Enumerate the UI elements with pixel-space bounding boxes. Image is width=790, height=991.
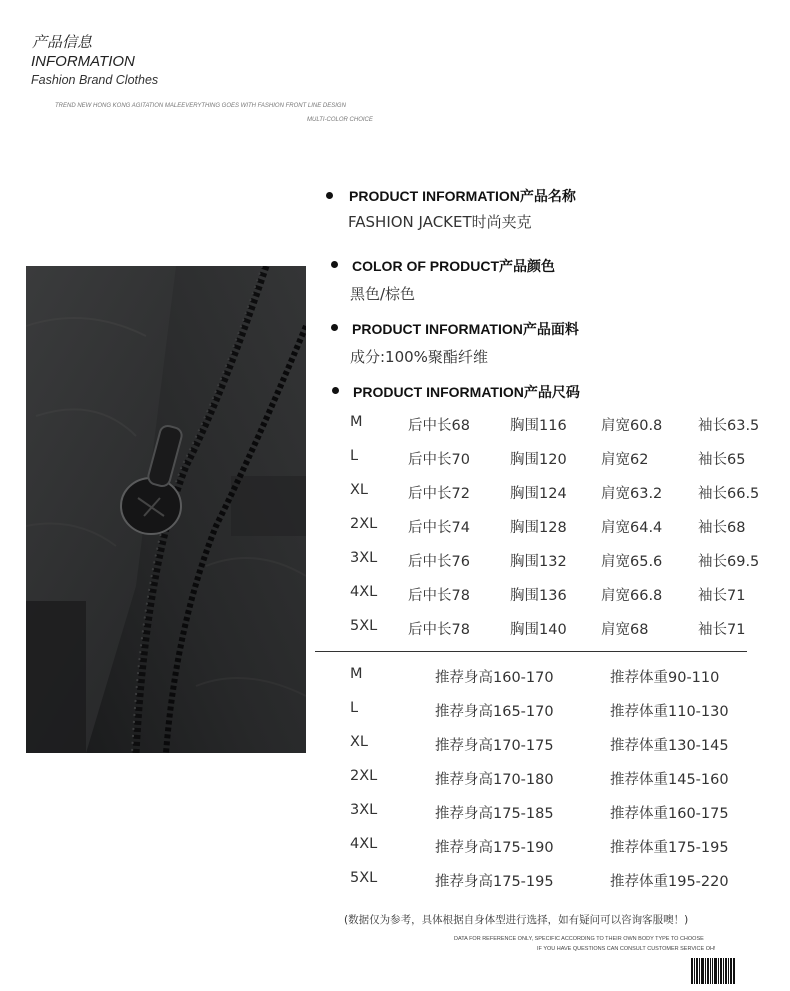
section-title-size: PRODUCT INFORMATION产品尺码 <box>353 384 580 400</box>
sleeve: 袖长71 <box>698 588 746 604</box>
sleeve: 袖长66.5 <box>698 486 760 502</box>
size-label: 2XL <box>350 768 378 784</box>
recommended-weight: 推荐体重145-160 <box>610 772 729 788</box>
shoulder: 肩宽65.6 <box>601 554 663 570</box>
shoulder: 肩宽63.2 <box>601 486 663 502</box>
shoulder: 肩宽68 <box>601 622 649 638</box>
sleeve: 袖长68 <box>698 520 746 536</box>
recommended-weight: 推荐体重160-175 <box>610 806 729 822</box>
header-tagline-1: TREND NEW HONG KONG AGITATION MALEEVERYTHING GOES WITH FASHION FRONT LINE DESIGN <box>55 103 346 109</box>
back-length: 后中长72 <box>408 486 470 502</box>
recommended-weight: 推荐体重110-130 <box>610 704 729 720</box>
size-label: 3XL <box>350 550 378 566</box>
recommended-weight: 推荐体重195-220 <box>610 874 729 890</box>
chest: 胸围140 <box>510 622 567 638</box>
size-label: 3XL <box>350 802 378 818</box>
sleeve: 袖长71 <box>698 622 746 638</box>
chest: 胸围124 <box>510 486 567 502</box>
shoulder: 肩宽66.8 <box>601 588 663 604</box>
size-label: 4XL <box>350 584 378 600</box>
size-label: L <box>350 700 359 716</box>
barcode-icon <box>691 958 735 984</box>
back-length: 后中长70 <box>408 452 470 468</box>
header-title-cn: 产品信息 <box>32 33 93 51</box>
recommended-height: 推荐身高170-180 <box>435 772 554 788</box>
sleeve: 袖长65 <box>698 452 746 468</box>
size-label: 5XL <box>350 618 378 634</box>
footer-fine-1: DATA FOR REFERENCE ONLY, SPECIFIC ACCORDING TO THEIR OWN BODY TYPE TO CHOOSE <box>454 936 704 942</box>
recommended-weight: 推荐体重175-195 <box>610 840 729 856</box>
header-subtitle: Fashion Brand Clothes <box>31 73 159 87</box>
bullet-icon <box>331 261 338 268</box>
size-label: XL <box>350 734 369 750</box>
divider <box>315 651 747 652</box>
size-label: L <box>350 448 359 464</box>
bullet-icon <box>326 192 333 199</box>
sleeve: 袖长63.5 <box>698 418 760 434</box>
header-tagline-2: MULTI-COLOR CHOICE <box>307 117 373 123</box>
chest: 胸围120 <box>510 452 567 468</box>
sleeve: 袖长69.5 <box>698 554 760 570</box>
recommended-weight: 推荐体重130-145 <box>610 738 729 754</box>
recommended-height: 推荐身高175-195 <box>435 874 554 890</box>
recommended-weight: 推荐体重90-110 <box>610 670 720 686</box>
size-label: 2XL <box>350 516 378 532</box>
section-value-color: 黑色/棕色 <box>350 285 416 303</box>
recommended-height: 推荐身高160-170 <box>435 670 554 686</box>
chest: 胸围128 <box>510 520 567 536</box>
size-label: XL <box>350 482 369 498</box>
jacket-zipper-photo <box>26 266 306 753</box>
chest: 胸围116 <box>510 418 567 434</box>
back-length: 后中长78 <box>408 622 470 638</box>
size-label: 4XL <box>350 836 378 852</box>
recommended-height: 推荐身高175-185 <box>435 806 554 822</box>
section-value-fabric: 成分:100%聚酯纤维 <box>350 348 488 366</box>
shoulder: 肩宽60.8 <box>601 418 663 434</box>
chest: 胸围136 <box>510 588 567 604</box>
size-label: M <box>350 414 363 430</box>
chest: 胸围132 <box>510 554 567 570</box>
recommended-height: 推荐身高165-170 <box>435 704 554 720</box>
shoulder: 肩宽64.4 <box>601 520 663 536</box>
section-title-fabric: PRODUCT INFORMATION产品面料 <box>352 321 579 337</box>
size-label: 5XL <box>350 870 378 886</box>
shoulder: 肩宽62 <box>601 452 649 468</box>
header-title-en: INFORMATION <box>31 53 135 70</box>
back-length: 后中长74 <box>408 520 470 536</box>
recommended-height: 推荐身高170-175 <box>435 738 554 754</box>
size-label: M <box>350 666 363 682</box>
section-value-name: FASHION JACKET时尚夹克 <box>348 213 532 231</box>
back-length: 后中长68 <box>408 418 470 434</box>
back-length: 后中长78 <box>408 588 470 604</box>
recommended-height: 推荐身高175-190 <box>435 840 554 856</box>
footer-fine-2: IF YOU HAVE QUESTIONS CAN CONSULT CUSTOMER SERVICE OH! <box>537 946 716 952</box>
back-length: 后中长76 <box>408 554 470 570</box>
section-title-color: COLOR OF PRODUCT产品颜色 <box>352 258 555 274</box>
section-title-name: PRODUCT INFORMATION产品名称 <box>349 188 576 204</box>
bullet-icon <box>331 324 338 331</box>
bullet-icon <box>332 387 339 394</box>
footer-note: (数据仅为参考，具体根据自身体型进行选择，如有疑问可以咨询客服噢！) <box>344 914 689 926</box>
